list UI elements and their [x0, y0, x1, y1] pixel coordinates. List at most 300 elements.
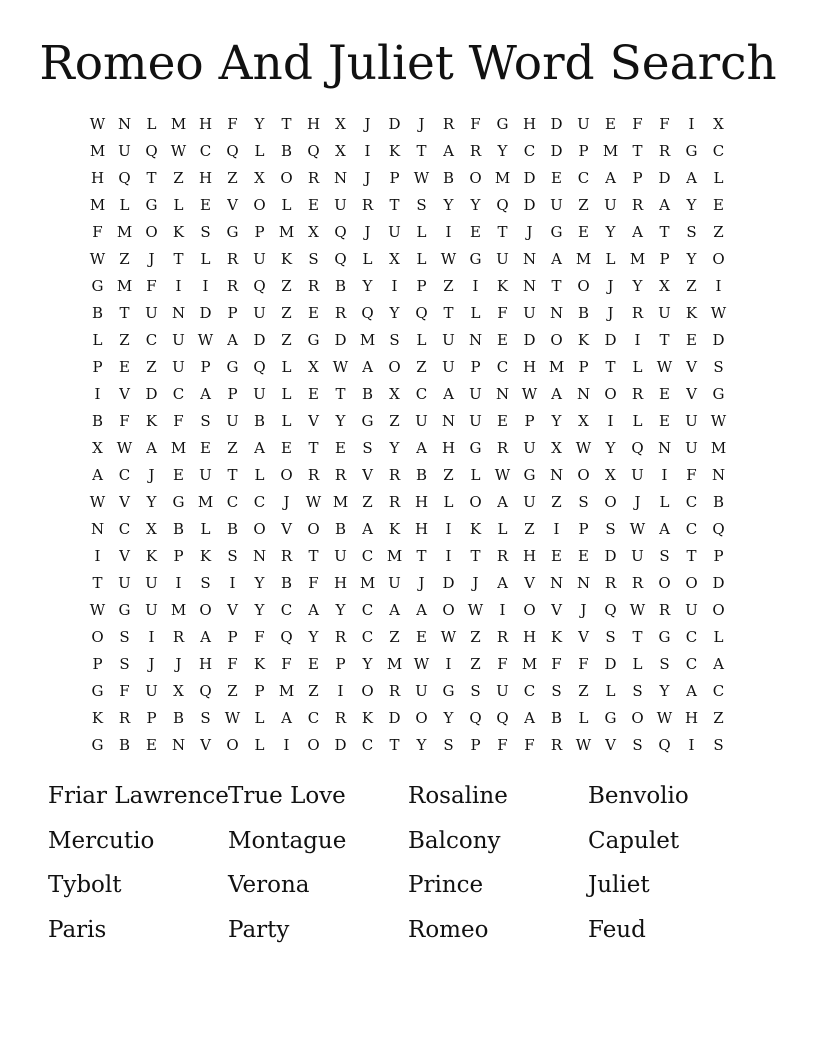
grid-letter: D — [604, 547, 617, 565]
grid-letter: B — [172, 709, 185, 727]
grid-letter: Q — [334, 223, 347, 241]
grid-letter: O — [199, 601, 212, 619]
grid-letter: S — [389, 331, 400, 349]
grid-letter: A — [524, 709, 535, 727]
grid-letter: L — [443, 493, 454, 511]
grid-row — [84, 462, 732, 489]
grid-letter: W — [305, 493, 322, 511]
grid-letter: E — [713, 196, 724, 214]
grid-letter: M — [359, 331, 376, 349]
grid-letter: R — [334, 304, 347, 322]
grid-letter: I — [148, 628, 155, 646]
grid-letter: A — [551, 250, 562, 268]
grid-letter: Y — [443, 196, 454, 214]
grid-letter: Q — [658, 736, 671, 754]
grid-letter: Z — [443, 277, 454, 295]
grid-letter: D — [523, 196, 536, 214]
grid-letter: W — [332, 358, 349, 376]
grid-letter: H — [198, 655, 213, 673]
grid-letter: C — [307, 709, 320, 727]
grid-letter: F — [227, 115, 238, 133]
word-list-item: Feud — [588, 916, 646, 943]
grid-letter: R — [388, 682, 401, 700]
grid-letter: D — [523, 169, 536, 187]
grid-letter: A — [281, 709, 292, 727]
grid-letter: B — [712, 493, 725, 511]
grid-letter: S — [551, 682, 562, 700]
grid-letter: I — [391, 277, 398, 295]
grid-letter: A — [200, 385, 211, 403]
grid-letter: M — [278, 682, 295, 700]
grid-letter: U — [226, 412, 239, 430]
grid-letter: C — [118, 520, 131, 538]
grid-letter: Q — [604, 601, 617, 619]
grid-letter: U — [199, 466, 212, 484]
letter-grid — [84, 111, 732, 759]
grid-letter: Y — [443, 709, 454, 727]
grid-letter: S — [443, 736, 454, 754]
grid-letter: A — [551, 385, 562, 403]
grid-letter: Z — [389, 628, 400, 646]
grid-letter: C — [685, 520, 698, 538]
grid-letter: E — [146, 736, 157, 754]
grid-letter: U — [253, 385, 266, 403]
word-list-item: Mercutio — [48, 827, 155, 854]
grid-letter: B — [172, 520, 185, 538]
grid-letter: L — [281, 412, 292, 430]
grid-letter: O — [685, 574, 698, 592]
grid-letter: E — [497, 412, 508, 430]
grid-letter: V — [119, 493, 130, 511]
grid-row — [84, 246, 732, 273]
grid-letter: X — [578, 412, 589, 430]
grid-letter: R — [334, 628, 347, 646]
grid-letter: I — [688, 115, 695, 133]
grid-letter: M — [521, 655, 538, 673]
grid-letter: C — [415, 385, 428, 403]
grid-letter: I — [445, 223, 452, 241]
grid-letter: S — [578, 493, 589, 511]
grid-letter: U — [172, 331, 185, 349]
grid-letter: B — [118, 736, 131, 754]
grid-letter: O — [145, 223, 158, 241]
grid-letter: W — [521, 385, 538, 403]
grid-letter: D — [523, 331, 536, 349]
grid-row — [84, 570, 732, 597]
grid-letter: G — [226, 358, 239, 376]
grid-letter: U — [496, 682, 509, 700]
grid-letter: P — [470, 358, 481, 376]
grid-letter: Q — [253, 277, 266, 295]
grid-letter: Z — [227, 169, 238, 187]
grid-letter: Y — [686, 196, 697, 214]
grid-letter: W — [440, 628, 457, 646]
grid-letter: K — [469, 520, 482, 538]
grid-letter: O — [442, 601, 455, 619]
grid-row — [84, 651, 732, 678]
grid-letter: I — [175, 574, 182, 592]
grid-letter: Z — [362, 493, 373, 511]
grid-letter: I — [688, 736, 695, 754]
grid-letter: K — [145, 412, 158, 430]
grid-letter: B — [334, 520, 347, 538]
grid-letter: W — [710, 304, 727, 322]
grid-letter: Y — [254, 574, 265, 592]
grid-letter: X — [146, 520, 157, 538]
grid-letter: R — [334, 466, 347, 484]
grid-letter: H — [684, 709, 699, 727]
grid-letter: D — [145, 385, 158, 403]
grid-letter: Z — [281, 304, 292, 322]
grid-letter: N — [171, 736, 186, 754]
grid-letter: Z — [281, 331, 292, 349]
grid-letter: E — [200, 439, 211, 457]
grid-letter: C — [712, 142, 725, 160]
grid-letter: T — [335, 385, 346, 403]
grid-letter: G — [118, 601, 131, 619]
grid-letter: U — [442, 331, 455, 349]
grid-letter: S — [416, 196, 427, 214]
grid-letter: Z — [119, 250, 130, 268]
grid-letter: P — [227, 304, 238, 322]
grid-letter: B — [361, 385, 374, 403]
grid-letter: Q — [631, 439, 644, 457]
grid-letter: K — [577, 331, 590, 349]
grid-letter: T — [659, 223, 670, 241]
grid-letter: B — [334, 277, 347, 295]
grid-letter: H — [333, 574, 348, 592]
grid-letter: M — [116, 277, 133, 295]
grid-letter: G — [226, 223, 239, 241]
grid-letter: N — [90, 520, 105, 538]
grid-letter: U — [442, 358, 455, 376]
grid-letter: T — [551, 277, 562, 295]
word-list-item: Prince — [408, 872, 484, 898]
grid-letter: Z — [470, 628, 481, 646]
grid-letter: G — [550, 223, 563, 241]
page-title: Romeo And Juliet Word Search — [39, 36, 777, 91]
grid-letter: O — [91, 628, 104, 646]
grid-letter: C — [361, 601, 374, 619]
grid-letter: Y — [605, 223, 616, 241]
grid-letter: E — [578, 547, 589, 565]
grid-letter: R — [307, 169, 320, 187]
grid-letter: E — [308, 385, 319, 403]
grid-letter: A — [443, 142, 454, 160]
grid-letter: L — [497, 520, 508, 538]
grid-letter: M — [386, 655, 403, 673]
grid-letter: S — [659, 547, 670, 565]
grid-letter: U — [631, 466, 644, 484]
grid-row — [84, 435, 732, 462]
grid-letter: N — [333, 169, 348, 187]
grid-letter: A — [416, 601, 427, 619]
grid-letter: D — [550, 142, 563, 160]
grid-letter: M — [278, 223, 295, 241]
grid-letter: M — [197, 493, 214, 511]
grid-letter: X — [659, 277, 670, 295]
grid-letter: Q — [253, 358, 266, 376]
grid-letter: N — [522, 250, 537, 268]
grid-letter: U — [685, 439, 698, 457]
grid-letter: W — [116, 439, 133, 457]
grid-letter: X — [551, 439, 562, 457]
grid-letter: G — [604, 709, 617, 727]
grid-letter: S — [632, 682, 643, 700]
grid-letter: O — [577, 466, 590, 484]
grid-letter: W — [629, 520, 646, 538]
grid-letter: Y — [254, 601, 265, 619]
grid-letter: R — [604, 574, 617, 592]
grid-row — [84, 705, 732, 732]
grid-letter: M — [89, 142, 106, 160]
grid-letter: F — [281, 655, 292, 673]
grid-letter: U — [388, 223, 401, 241]
grid-letter: G — [442, 682, 455, 700]
grid-letter: E — [308, 196, 319, 214]
grid-letter: W — [89, 115, 106, 133]
grid-letter: Y — [389, 439, 400, 457]
grid-row — [84, 489, 732, 516]
grid-letter: H — [414, 520, 429, 538]
grid-letter: V — [686, 385, 697, 403]
grid-letter: Y — [659, 682, 670, 700]
grid-letter: H — [522, 115, 537, 133]
grid-letter: L — [254, 709, 265, 727]
grid-row — [84, 192, 732, 219]
grid-letter: A — [227, 331, 238, 349]
grid-letter: R — [388, 493, 401, 511]
word-list-item: Benvolio — [588, 783, 689, 809]
grid-letter: R — [469, 142, 482, 160]
grid-letter: R — [307, 466, 320, 484]
word-list-item: Friar Lawrence — [48, 783, 229, 809]
grid-letter: F — [497, 655, 508, 673]
grid-letter: K — [91, 709, 104, 727]
grid-letter: U — [604, 196, 617, 214]
grid-letter: O — [523, 601, 536, 619]
grid-letter: Q — [496, 709, 509, 727]
grid-letter: A — [362, 358, 373, 376]
grid-letter: U — [118, 142, 131, 160]
grid-letter: H — [90, 169, 105, 187]
grid-letter: N — [549, 466, 564, 484]
grid-letter: U — [685, 412, 698, 430]
grid-letter: H — [306, 115, 321, 133]
grid-letter: U — [388, 574, 401, 592]
grid-letter: A — [497, 493, 508, 511]
grid-letter: G — [469, 439, 482, 457]
grid-row — [84, 327, 732, 354]
grid-letter: X — [335, 115, 346, 133]
grid-row — [84, 732, 732, 759]
grid-letter: D — [550, 115, 563, 133]
grid-letter: T — [308, 547, 319, 565]
grid-letter: P — [146, 709, 157, 727]
grid-letter: Y — [551, 412, 562, 430]
grid-letter: P — [659, 250, 670, 268]
grid-letter: Y — [416, 736, 427, 754]
grid-letter: M — [116, 223, 133, 241]
grid-letter: O — [658, 574, 671, 592]
grid-letter: M — [386, 547, 403, 565]
grid-letter: N — [252, 547, 267, 565]
grid-letter: W — [494, 466, 511, 484]
grid-letter: R — [550, 736, 563, 754]
grid-letter: F — [173, 412, 184, 430]
grid-letter: G — [145, 196, 158, 214]
grid-letter: R — [361, 196, 374, 214]
grid-letter: Z — [524, 520, 535, 538]
grid-letter: Z — [443, 466, 454, 484]
grid-letter: T — [227, 466, 238, 484]
grid-letter: A — [686, 682, 697, 700]
grid-letter: B — [91, 304, 104, 322]
grid-letter: M — [494, 169, 511, 187]
grid-letter: W — [224, 709, 241, 727]
grid-letter: Q — [280, 628, 293, 646]
grid-letter: N — [441, 412, 456, 430]
grid-letter: C — [226, 493, 239, 511]
word-list-item: Juliet — [588, 872, 650, 898]
grid-letter: T — [281, 115, 292, 133]
grid-letter: B — [280, 574, 293, 592]
grid-letter: N — [549, 304, 564, 322]
grid-letter: R — [226, 277, 239, 295]
word-list-item: Romeo — [408, 916, 489, 943]
grid-letter: G — [469, 250, 482, 268]
grid-letter: L — [605, 682, 616, 700]
grid-letter: F — [497, 304, 508, 322]
grid-letter: M — [170, 439, 187, 457]
grid-letter: U — [415, 412, 428, 430]
grid-letter: I — [499, 601, 506, 619]
grid-letter: S — [119, 628, 130, 646]
grid-letter: D — [388, 115, 401, 133]
grid-letter: U — [577, 115, 590, 133]
grid-letter: I — [229, 574, 236, 592]
grid-letter: P — [524, 412, 535, 430]
grid-letter: G — [496, 115, 509, 133]
grid-letter: Y — [254, 115, 265, 133]
grid-letter: Z — [308, 682, 319, 700]
grid-letter: C — [577, 169, 590, 187]
grid-letter: I — [553, 520, 560, 538]
grid-letter: A — [605, 169, 616, 187]
grid-row — [84, 597, 732, 624]
grid-letter: R — [658, 601, 671, 619]
grid-letter: H — [198, 115, 213, 133]
grid-letter: F — [524, 736, 535, 754]
grid-letter: S — [200, 574, 211, 592]
grid-letter: P — [632, 169, 643, 187]
grid-letter: T — [605, 358, 616, 376]
grid-letter: O — [550, 331, 563, 349]
grid-letter: D — [388, 709, 401, 727]
grid-letter: X — [308, 223, 319, 241]
grid-letter: L — [254, 736, 265, 754]
grid-letter: O — [253, 196, 266, 214]
grid-letter: I — [607, 412, 614, 430]
grid-letter: V — [227, 196, 238, 214]
grid-letter: E — [173, 466, 184, 484]
grid-letter: Z — [281, 277, 292, 295]
grid-letter: L — [254, 466, 265, 484]
grid-letter: X — [605, 466, 616, 484]
grid-letter: I — [661, 466, 668, 484]
grid-letter: Y — [686, 250, 697, 268]
grid-letter: Q — [145, 142, 158, 160]
word-list-item: Rosaline — [408, 783, 508, 809]
grid-letter: R — [631, 574, 644, 592]
grid-letter: R — [658, 142, 671, 160]
grid-letter: W — [197, 331, 214, 349]
grid-letter: E — [659, 412, 670, 430]
grid-letter: V — [119, 547, 130, 565]
grid-letter: I — [715, 277, 722, 295]
grid-letter: P — [389, 169, 400, 187]
grid-letter: R — [118, 709, 131, 727]
grid-letter: V — [308, 412, 319, 430]
grid-letter: C — [523, 142, 536, 160]
grid-letter: D — [712, 331, 725, 349]
grid-letter: L — [281, 196, 292, 214]
grid-letter: L — [281, 385, 292, 403]
grid-letter: Y — [632, 277, 643, 295]
grid-letter: B — [442, 169, 455, 187]
grid-letter: N — [495, 385, 510, 403]
grid-letter: A — [659, 196, 670, 214]
grid-letter: O — [361, 682, 374, 700]
grid-letter: R — [631, 385, 644, 403]
grid-letter: L — [200, 250, 211, 268]
grid-letter: W — [89, 601, 106, 619]
grid-letter: E — [659, 385, 670, 403]
word-list-item: Party — [228, 916, 290, 943]
grid-letter: L — [362, 250, 373, 268]
grid-row — [84, 408, 732, 435]
grid-letter: H — [414, 493, 429, 511]
grid-letter: O — [604, 385, 617, 403]
grid-letter: M — [89, 196, 106, 214]
grid-letter: F — [119, 412, 130, 430]
grid-letter: J — [364, 115, 371, 133]
grid-letter: B — [415, 466, 428, 484]
grid-letter: U — [253, 250, 266, 268]
grid-letter: B — [91, 412, 104, 430]
grid-row — [84, 624, 732, 651]
grid-letter: S — [713, 736, 724, 754]
grid-letter: B — [550, 709, 563, 727]
grid-letter: R — [496, 547, 509, 565]
grid-letter: P — [578, 520, 589, 538]
grid-row — [84, 138, 732, 165]
grid-letter: O — [631, 709, 644, 727]
grid-letter: O — [577, 277, 590, 295]
grid-letter: U — [172, 358, 185, 376]
grid-letter: R — [388, 466, 401, 484]
grid-letter: Q — [415, 304, 428, 322]
grid-letter: T — [659, 331, 670, 349]
grid-letter: B — [253, 412, 266, 430]
grid-letter: P — [578, 358, 589, 376]
grid-letter: A — [308, 601, 319, 619]
grid-letter: T — [173, 250, 184, 268]
grid-letter: T — [308, 439, 319, 457]
grid-letter: O — [469, 169, 482, 187]
grid-letter: L — [713, 628, 724, 646]
grid-letter: L — [632, 655, 643, 673]
